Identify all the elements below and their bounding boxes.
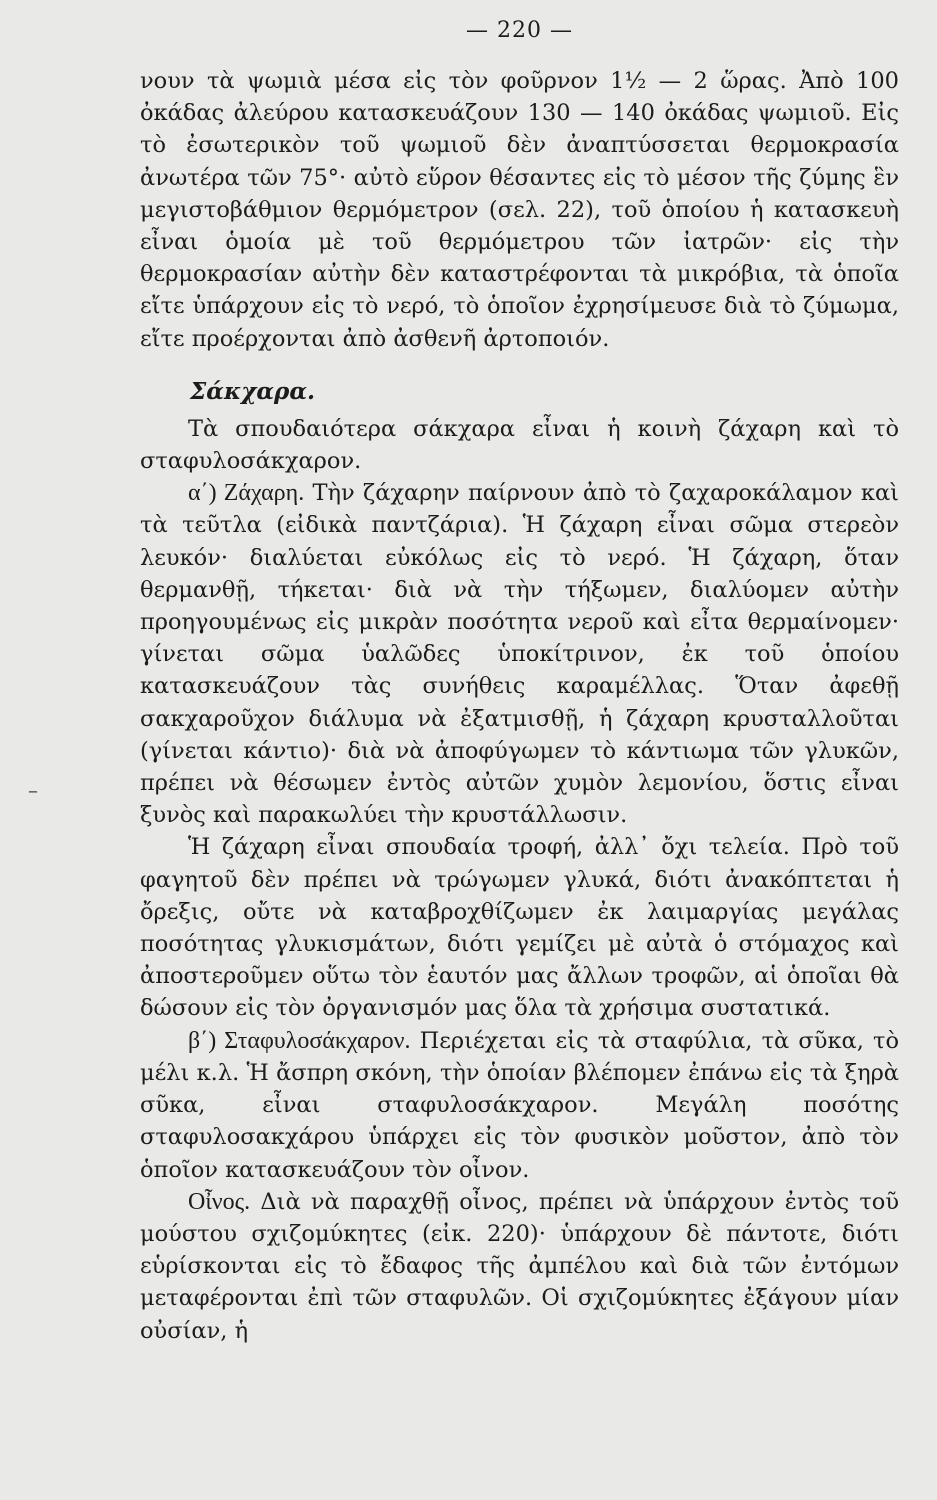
term-wine: Οἶνος. <box>188 1188 251 1215</box>
margin-mark: – <box>28 778 38 802</box>
paragraph-grape-sugar-text: Περιέχεται εἰς τὰ σταφύλια, τὰ σῦκα, τὸ μέλι κ.λ. Ἡ ἄσπρη σκόνη, τὴν ὁποίαν βλέπομεν ἐπάνω εἰς τὰ ξηρὰ σῦκα, εἶναι σταφυλοσάκχαρον. Μεγάλη ποσότης σταφυλοσακχάρου ὑπάρχει εἰς τὸν φυσικὸν μοῦστον, ἀπὸ τὸν ὁποῖον κατασκευάζουν τὸν οἶνον. <box>140 1027 900 1183</box>
page-number: — 220 — <box>466 18 573 43</box>
term-grape-sugar: β΄) Σταφυλοσάκχαρον. <box>188 1027 411 1054</box>
paragraph-sugar-nutrition: Ἡ ζάχαρη εἶναι σπουδαία τροφή, ἀλλ᾽ ὄχι τελεία. Πρὸ τοῦ φαγητοῦ δὲν πρέπει νὰ τρώγωμεν γλυκά, διότι ἀνακόπτεται ἡ ὄρεξις, οὔτε νὰ καταβροχθίζωμεν ἐκ λαιμαργίας μεγάλας ποσότητας γλυκισμάτων, διότι γεμίζει μὲ αὐτὰ ὁ στόμαχος καὶ ἀποστεροῦμεν οὕτω τὸν ἑαυτόν μας ἄλλων τροφῶν, αἱ ὁποῖαι θὰ δώσουν εἰς τὸν ὀργανισμόν μας ὅλα τὰ χρήσιμα συστατικά. <box>140 834 899 1022</box>
paragraph-grape-sugar <box>140 1025 899 1186</box>
paragraph-sugars-intro: Τὰ σπουδαιότερα σάκχαρα εἶναι ἡ κοινὴ ζάχαρη καὶ τὸ σταφυλοσάκχαρον. <box>140 415 899 475</box>
section-heading-sugars: Σάκχαρα. <box>190 377 316 405</box>
paragraph-wine <box>140 1186 899 1347</box>
term-sugar: α΄) Ζάχαρη. <box>188 480 305 507</box>
paragraph-sugar <box>140 477 899 831</box>
paragraph-sugar-text: Τὴν ζάχαρην παίρνουν ἀπὸ τὸ ζαχαροκάλαμον καὶ τὰ τεῦτλα (εἰδικὰ παντζάρια). Ἡ ζάχαρη εἶναι σῶμα στερεὸν λευκόν· διαλύεται εὐκόλως εἰς τὸ νερό. Ἡ ζάχαρη, ὅταν θερμανθῇ, τήκεται· διὰ νὰ τὴν τήξωμεν, διαλύομεν αὐτὴν προηγουμένως εἰς μικρὰν ποσότητα νεροῦ καὶ εἶτα θερμαίνομεν· γίνεται σῶμα ὑαλῶδες ὑποκίτρινον, ἐκ τοῦ ὁποίου κατασκευάζουν τὰς συνήθεις καραμέλλας. Ὅταν ἀφεθῇ σακχαροῦχον διάλυμα νὰ ἐξατμισθῇ, ἡ ζάχαρη κρυσταλλοῦται (γίνεται κάντιο)· διὰ νὰ ἀποφύγωμεν τὸ κάντιωμα τῶν γλυκῶν, πρέπει νὰ θέσωμεν ἐντὸς αὐτῶν χυμὸν λεμονίου, ὅστις εἶναι ξυνὸς καὶ παρακωλύει τὴν κρυστάλλωσιν. <box>140 480 899 829</box>
paragraph-wine-text: Διὰ νὰ παραχθῇ οἶνος, πρέπει νὰ ὑπάρχουν ἐντὸς τοῦ μούστου σχιζομύκητες (εἰκ. 220)· ὑπάρχουν δὲ πάντοτε, διότι εὑρίσκονται εἰς τὸ ἔδαφος τῆς ἀμπέλου καὶ διὰ τῶν ἐντόμων μεταφέρονται ἐπὶ τῶν σταφυλῶν. Οἱ σχιζομύκητες ἐξάγουν μίαν οὐσίαν, ἡ <box>140 1188 899 1344</box>
paragraph-bread-baking: νουν τὰ ψωμιὰ μέσα εἰς τὸν φοῦρνον 1½ — 2 ὥρας. Ἀπὸ 100 ὀκάδας ἀλεύρου κατασκευάζουν 130 — 140 ὀκάδας ψωμιοῦ. Εἰς τὸ ἐσωτερικὸν τοῦ ψωμιοῦ δὲν ἀναπτύσσεται θερμοκρασία ἀνωτέρα τῶν 75°· αὐτὸ εὕρον θέσαντες εἰς τὸ μέσον τῆς ζύμης ἓν μεγιστοβάθμιον θερμόμετρον (σελ. 22), τοῦ ὁποίου ἡ κατασκευὴ εἶναι ὁμοία μὲ τοῦ θερμόμετρου τῶν ἰατρῶν· εἰς τὴν θερμοκρασίαν αὐτὴν δὲν καταστρέφονται τὰ μικρόβια, τὰ ὁποῖα εἴτε ὑπάρχουν εἰς τὸ νερό, τὸ ὁποῖον ἐχρησίμευσε διὰ τὸ ζύμωμα, εἴτε προέρχονται ἀπὸ ἀσθενῆ ἀρτοποιόν. <box>140 68 899 352</box>
